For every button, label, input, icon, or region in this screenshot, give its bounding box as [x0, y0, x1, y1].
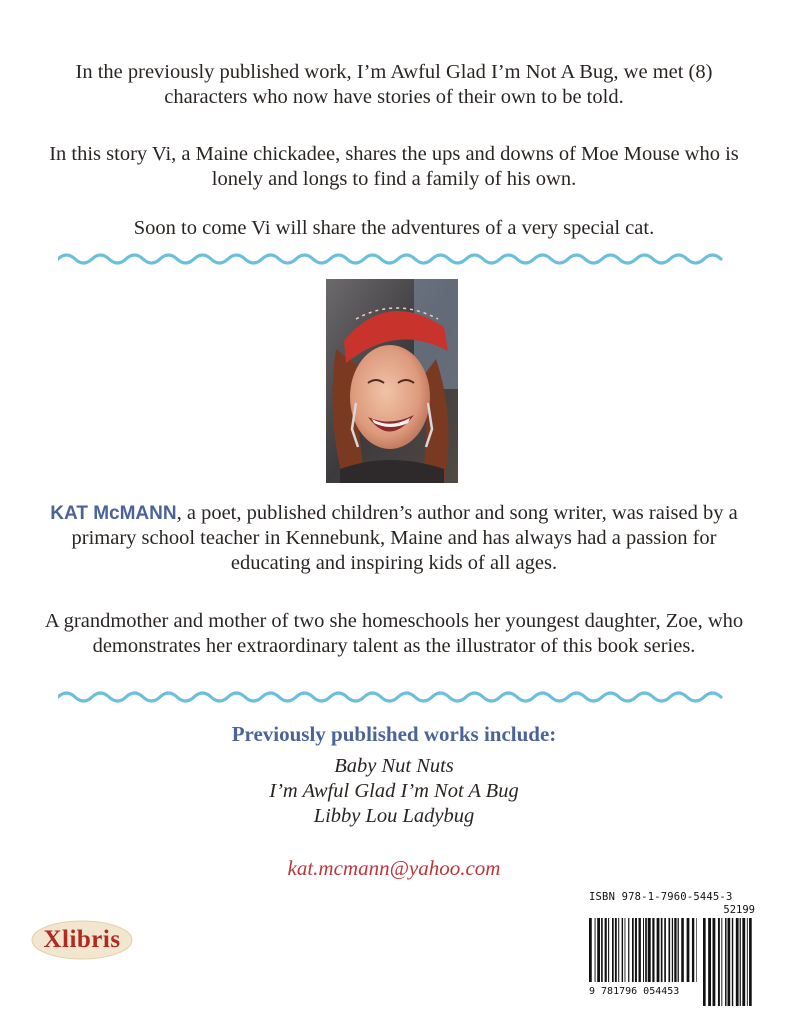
author-photo — [326, 279, 458, 483]
wave-divider-bottom — [58, 688, 728, 706]
author-bio-paragraph — [40, 501, 748, 576]
contact-email[interactable]: kat.mcmann@yahoo.com — [287, 856, 501, 880]
publisher-logo-text: Xlibris — [43, 926, 121, 953]
work-item-3: Libby Lou Ladybug — [313, 805, 475, 827]
work-item-1: Baby Nut Nuts — [334, 755, 454, 777]
barcode-digits: 9 781796 054453 — [589, 986, 680, 997]
isbn-barcode — [589, 891, 755, 1015]
publisher-logo — [30, 918, 134, 962]
intro-paragraph-1: In the previously published work, I’m Awful Glad I’m Not A Bug, we met (8) characters who now have stories of their own to be told. — [75, 61, 713, 108]
price-code: 52199 — [723, 904, 755, 916]
intro-paragraph-2: In this story Vi, a Maine chickadee, shares the ups and downs of Moe Mouse who is lonely and longs to find a family of his own. — [49, 143, 739, 190]
work-item-2: I’m Awful Glad I’m Not A Bug — [269, 780, 519, 802]
author-bio-text: , a poet, published children’s author and song writer, was raised by a primary school teacher in Kennebunk, Maine and has always had a passion for educating and inspiring kids of all ages. — [71, 502, 738, 574]
intro-paragraph-3: Soon to come Vi will share the adventures of a very special cat. — [133, 217, 655, 239]
barcode-bars-main — [589, 918, 697, 982]
isbn-label: ISBN 978-1-7960-5445-3 — [589, 891, 733, 903]
barcode-bars-addon — [703, 918, 753, 1006]
author-name: KAT McMANN — [50, 503, 177, 524]
author-family-paragraph: A grandmother and mother of two she homeschools her youngest daughter, Zoe, who demonstrates her extraordinary talent as the illustrator of this book series. — [44, 610, 744, 657]
wave-divider-top — [58, 250, 728, 268]
works-heading: Previously published works include: — [231, 722, 557, 746]
